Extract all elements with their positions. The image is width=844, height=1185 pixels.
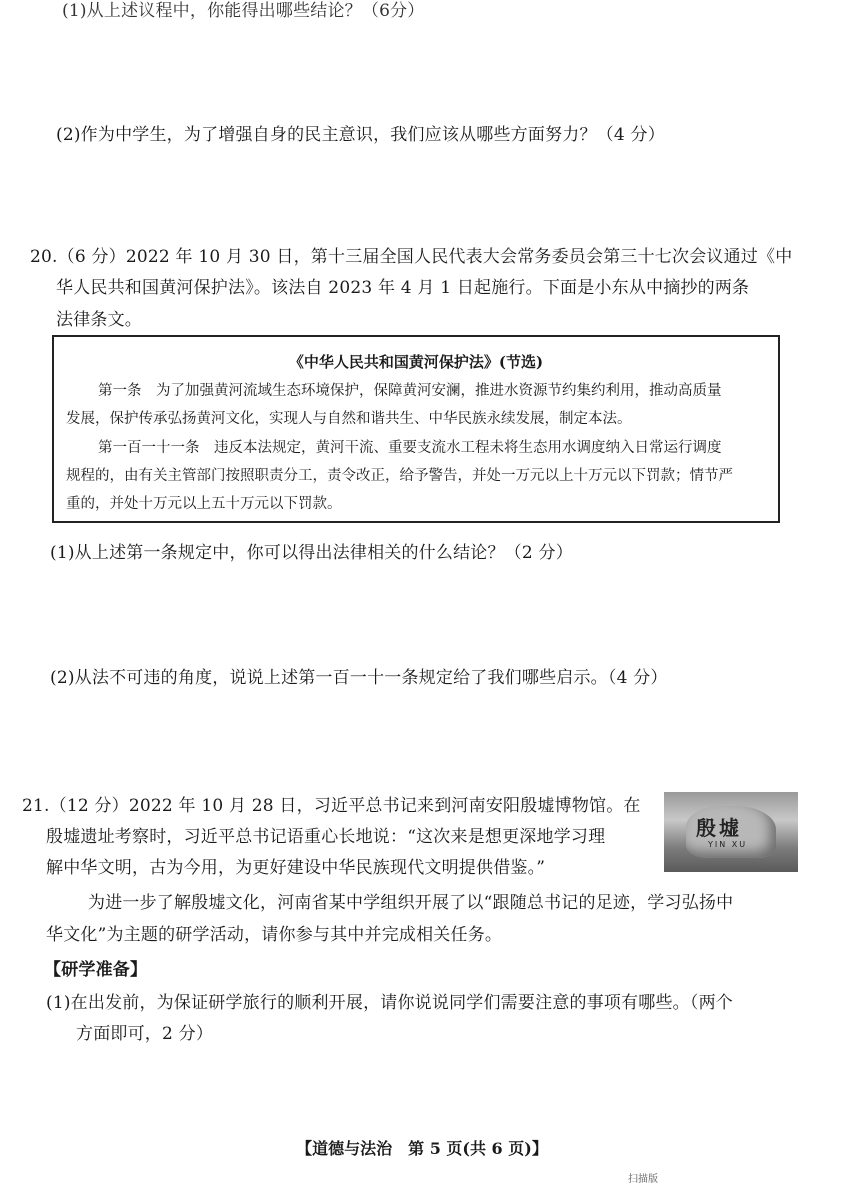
- law-article-1-line-1: 第一条 为了加强黄河流域生态环境保护，保障黄河安澜，推进水资源节约集约利用，推动高质量: [98, 383, 722, 399]
- q21-intro-line-2: 殷墟遗址考察时，习近平总书记语重心长地说：“这次来是想更深地学习理: [46, 827, 606, 847]
- q20-part1: (1)从上述第一条规定中，你可以得出法律相关的什么结论？（2 分）: [50, 543, 573, 563]
- monument-pinyin: YIN XU: [708, 840, 748, 849]
- q21-intro-line-4: 为进一步了解殷墟文化，河南省某中学组织开展了以“跟随总书记的足迹，学习弘扬中: [88, 893, 734, 913]
- law-article-111-line-1: 第一百一十一条 违反本法规定，黄河干流、重要支流水工程未将生态用水调度纳入日常运行调度: [98, 440, 722, 456]
- law-article-1-line-2: 发展，保护传承弘扬黄河文化，实现人与自然和谐共生、中华民族永续发展，制定本法。: [66, 411, 632, 427]
- q20-intro-line-1: 20.（6 分）2022 年 10 月 30 日，第十三届全国人民代表大会常务委员会第三十七次会议通过《中: [30, 247, 793, 267]
- q21-intro-line-1: 21.（12 分）2022 年 10 月 28 日，习近平总书记来到河南安阳殷墟博物馆。在: [22, 796, 641, 816]
- page-footer: 【道德与法治 第 5 页(共 6 页)】: [296, 1139, 548, 1158]
- law-article-111-line-3: 重的，并处十万元以上五十万元以下罚款。: [66, 496, 342, 512]
- q20-part2: (2)从法不可违的角度，说说上述第一百一十一条规定给了我们哪些启示。（4 分）: [50, 668, 668, 688]
- q20-intro-line-2: 华人民共和国黄河保护法》。该法自 2023 年 4 月 1 日起施行。下面是小东从中摘抄的两条: [56, 278, 750, 298]
- law-article-111-line-2: 规程的，由有关主管部门按照职责分工，责令改正，给予警告，并处一万元以上十万元以下罚款；情节严: [66, 468, 733, 484]
- q19-part2: (2)作为中学生，为了增强自身的民主意识，我们应该从哪些方面努力？（4 分）: [56, 125, 665, 145]
- q21-part1-line-2: 方面即可，2 分）: [76, 1024, 214, 1044]
- q21-intro-line-3: 解中华文明，古为今用，为更好建设中华民族现代文明提供借鉴。”: [46, 858, 546, 878]
- law-excerpt-title: 《中华人民共和国黄河保护法》(节选): [288, 353, 544, 371]
- q21-part1-line-1: (1)在出发前，为保证研学旅行的顺利开展，请你说说同学们需要注意的事项有哪些。（两个: [46, 993, 733, 1013]
- monument-inscription: 殷墟: [696, 816, 742, 840]
- q20-intro-line-3: 法律条文。: [56, 310, 142, 330]
- q21-intro-line-5: 华文化”为主题的研学活动，请你参与其中并完成相关任务。: [46, 925, 503, 945]
- yinxu-monument-photo: [664, 792, 798, 872]
- q19-part1-cut: (1)从上述议程中，你能得出哪些结论？（6分）: [62, 1, 425, 21]
- section-research-prep: 【研学准备】: [44, 960, 148, 980]
- cut-off-question: [0, 0, 844, 22]
- law-excerpt-box: [52, 335, 780, 523]
- scan-stamp: 扫描版: [628, 1174, 658, 1185]
